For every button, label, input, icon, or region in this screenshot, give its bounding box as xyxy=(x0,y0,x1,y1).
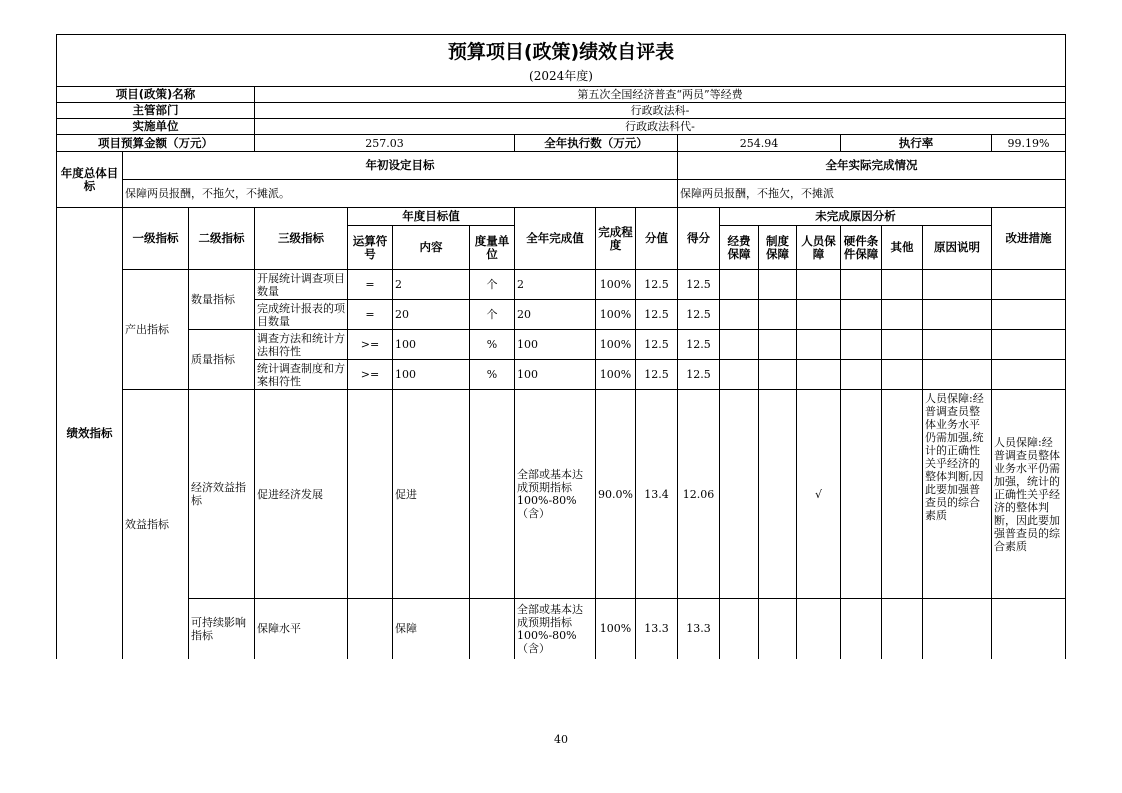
performance-evaluation-table xyxy=(56,34,1066,659)
budget-label: 项目预算金额（万元） xyxy=(57,135,255,152)
project-name-value: 第五次全国经济普查“两员”等经费 xyxy=(255,87,1066,103)
table-row-completion: 100% xyxy=(596,330,636,360)
table-row-unit: 个 xyxy=(470,300,515,330)
actual-goal-header: 全年实际完成情况 xyxy=(678,152,1066,180)
improvement-measure: 人员保障:经普调查员整体业务水平仍需加强，统计的正确性关乎经济的整体判断，因此要加强普查员的综合素质 xyxy=(992,390,1066,599)
table-row-l3: 统计调查制度和方案相符性 xyxy=(255,360,348,390)
table-row-value: 12.5 xyxy=(636,330,678,360)
table-row-completion: 100% xyxy=(596,270,636,300)
table-row-value: 13.3 xyxy=(636,599,678,659)
table-row-score: 12.5 xyxy=(678,360,720,390)
table-row-content: 保障 xyxy=(393,599,470,659)
table-row-l3: 调查方法和统计方法相符性 xyxy=(255,330,348,360)
header-system: 制度保障 xyxy=(759,226,797,270)
header-hardware: 硬件条件保障 xyxy=(841,226,882,270)
header-score-value: 分值 xyxy=(636,208,678,270)
header-personnel: 人员保障 xyxy=(797,226,841,270)
table-row-op: = xyxy=(348,270,393,300)
table-row-completion: 100% xyxy=(596,300,636,330)
rate-label: 执行率 xyxy=(841,135,992,152)
header-annual-target: 年度目标值 xyxy=(348,208,515,226)
budget-value: 257.03 xyxy=(255,135,515,152)
page-number: 40 xyxy=(554,733,568,746)
table-row-unit: % xyxy=(470,330,515,360)
actual-goal-text: 保障两员报酬，不拖欠，不摊派 xyxy=(678,180,1066,208)
unit-value: 行政政法科代- xyxy=(255,119,1066,135)
header-content: 内容 xyxy=(393,226,470,270)
table-row-score: 13.3 xyxy=(678,599,720,659)
planned-goal-text: 保障两员报酬，不拖欠，不摊派。 xyxy=(123,180,678,208)
header-completion: 完成程度 xyxy=(596,208,636,270)
table-row-content: 100 xyxy=(393,360,470,390)
table-row-actual: 100 xyxy=(515,330,596,360)
table-row-score: 12.06 xyxy=(678,390,720,599)
table-row-op: >= xyxy=(348,360,393,390)
table-row-unit: % xyxy=(470,360,515,390)
form-year: (2024年度) xyxy=(57,67,1066,87)
quantity-indicator-label: 数量指标 xyxy=(189,270,255,330)
table-row-actual: 100 xyxy=(515,360,596,390)
table-row-value: 12.5 xyxy=(636,300,678,330)
table-row-content: 促进 xyxy=(393,390,470,599)
table-row-content: 100 xyxy=(393,330,470,360)
form-title: 预算项目(政策)绩效自评表 xyxy=(57,35,1066,67)
table-row-actual: 全部或基本达成预期指标100%-80%（含） xyxy=(515,390,596,599)
dept-value: 行政政法科- xyxy=(255,103,1066,119)
table-row-score: 12.5 xyxy=(678,270,720,300)
table-row-content: 20 xyxy=(393,300,470,330)
executed-label: 全年执行数（万元） xyxy=(515,135,678,152)
output-indicator-label: 产出指标 xyxy=(123,270,189,390)
table-row-score: 12.5 xyxy=(678,300,720,330)
table-row-completion: 100% xyxy=(596,360,636,390)
header-level2: 二级指标 xyxy=(189,208,255,270)
table-row-value: 12.5 xyxy=(636,360,678,390)
table-row-completion: 90.0% xyxy=(596,390,636,599)
goals-section-label: 年度总体目标 xyxy=(57,152,123,208)
planned-goal-header: 年初设定目标 xyxy=(123,152,678,180)
rate-value: 99.19% xyxy=(992,135,1066,152)
reason-description: 人员保障:经普调查员整体业务水平仍需加强,统计的正确性关乎经济的整体判断,因此要加强普查员的综合素质 xyxy=(923,390,992,599)
quality-indicator-label: 质量指标 xyxy=(189,330,255,390)
table-row-l3: 完成统计报表的项目数量 xyxy=(255,300,348,330)
table-row-actual: 20 xyxy=(515,300,596,330)
table-row-l2: 可持续影响指标 xyxy=(189,599,255,659)
dept-label: 主管部门 xyxy=(57,103,255,119)
header-other: 其他 xyxy=(882,226,923,270)
executed-value: 254.94 xyxy=(678,135,841,152)
header-level3: 三级指标 xyxy=(255,208,348,270)
header-unit: 度量单位 xyxy=(470,226,515,270)
header-reasons: 未完成原因分析 xyxy=(720,208,992,226)
header-annual-value: 全年完成值 xyxy=(515,208,596,270)
table-row-l3: 开展统计调查项目数量 xyxy=(255,270,348,300)
table-row-actual: 全部或基本达成预期指标100%-80%（含） xyxy=(515,599,596,659)
project-name-label: 项目(政策)名称 xyxy=(57,87,255,103)
header-operator: 运算符号 xyxy=(348,226,393,270)
header-reason-desc: 原因说明 xyxy=(923,226,992,270)
header-score: 得分 xyxy=(678,208,720,270)
table-row-unit: 个 xyxy=(470,270,515,300)
table-row-content: 2 xyxy=(393,270,470,300)
unit-label: 实施单位 xyxy=(57,119,255,135)
table-row-value: 12.5 xyxy=(636,270,678,300)
benefit-indicator-label: 效益指标 xyxy=(123,390,189,659)
table-row-op: >= xyxy=(348,330,393,360)
table-row-score: 12.5 xyxy=(678,330,720,360)
table-row-l3: 保障水平 xyxy=(255,599,348,659)
header-funding: 经费保障 xyxy=(720,226,759,270)
table-row-l3: 促进经济发展 xyxy=(255,390,348,599)
perf-indicators-label: 绩效指标 xyxy=(57,208,123,659)
header-improvement: 改进措施 xyxy=(992,208,1066,270)
table-row-op: = xyxy=(348,300,393,330)
table-row-value: 13.4 xyxy=(636,390,678,599)
header-level1: 一级指标 xyxy=(123,208,189,270)
personnel-check-mark: √ xyxy=(797,390,841,599)
table-row-completion: 100% xyxy=(596,599,636,659)
table-row-actual: 2 xyxy=(515,270,596,300)
table-row-l2: 经济效益指标 xyxy=(189,390,255,599)
